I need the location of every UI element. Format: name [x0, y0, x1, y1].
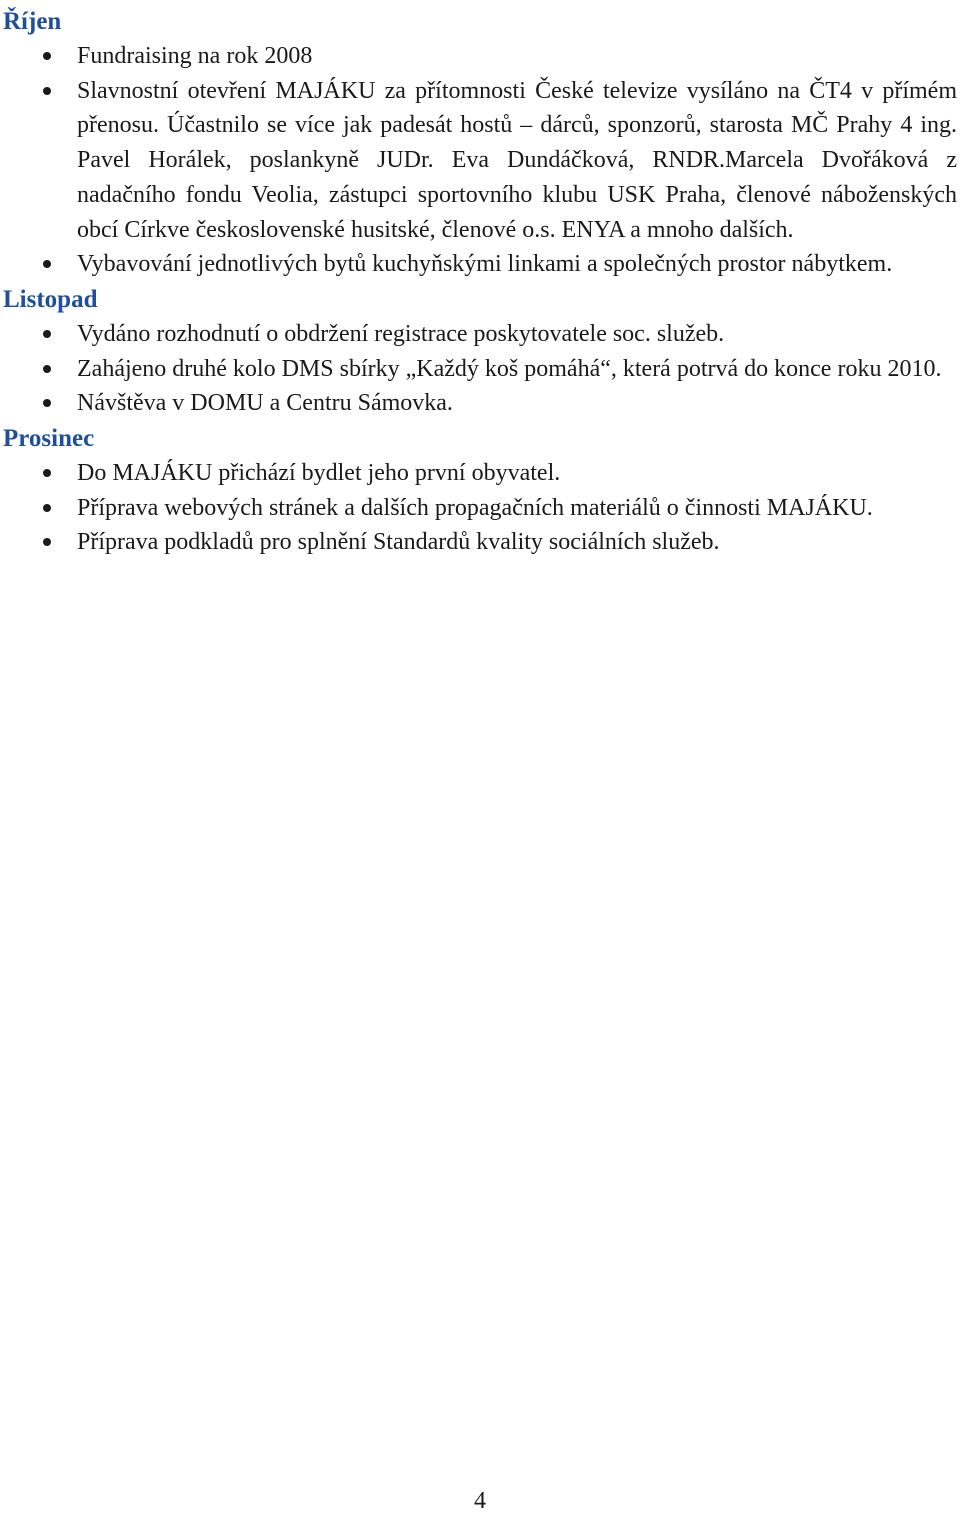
- list-item-text: Fundraising na rok 2008: [77, 43, 313, 69]
- section-heading: Říjen: [3, 8, 62, 35]
- section-list: [3, 39, 957, 282]
- page-number: 4: [474, 1488, 486, 1514]
- list-item-text: Příprava podkladů pro splnění Standardů kvality sociálních služeb.: [77, 529, 720, 556]
- section-list: [3, 456, 957, 560]
- list-item: [3, 456, 957, 491]
- list-item-text: Zahájeno druhé kolo DMS sbírky „Každý koš pomáhá“, která potrvá do konce roku 2010.: [77, 355, 942, 382]
- section-heading: Listopad: [3, 285, 98, 313]
- list-item: [3, 74, 957, 248]
- bullet-icon: [43, 399, 51, 407]
- section-list: [3, 317, 957, 421]
- list-item-text: Vydáno rozhodnutí o obdržení registrace poskytovatele soc. služeb.: [77, 320, 725, 347]
- list-item: [3, 525, 957, 560]
- bullet-icon: [43, 260, 51, 268]
- list-item-text: Návštěva v DOMU a Centru Sámovka.: [77, 390, 453, 417]
- bullet-icon: [43, 330, 51, 338]
- section-rijen: [3, 4, 957, 282]
- bullet-icon: [43, 87, 51, 95]
- list-item: [3, 352, 957, 387]
- list-item: [3, 317, 957, 352]
- section-listopad: [3, 282, 957, 421]
- section-heading: Prosinec: [3, 425, 95, 453]
- bullet-icon: [43, 52, 51, 60]
- list-item: [3, 39, 957, 74]
- bullet-icon: [43, 365, 51, 373]
- section-prosinec: [3, 421, 957, 560]
- bullet-icon: [43, 469, 51, 477]
- list-item: [3, 491, 957, 526]
- bullet-icon: [43, 538, 51, 546]
- document-content: [3, 4, 957, 560]
- list-item-text: Příprava webových stránek a dalších propagačních materiálů o činnosti MAJÁKU.: [77, 494, 873, 521]
- bullet-icon: [43, 504, 51, 512]
- list-item: [3, 386, 957, 421]
- list-item: [3, 247, 957, 282]
- list-item-text: Do MAJÁKU přichází bydlet jeho první obyvatel.: [77, 460, 561, 487]
- list-item-text: Slavnostní otevření MAJÁKU za přítomnosti České televize vysíláno na ČT4 v přímém přenosu. Účastnilo se více jak padesát hostů – dárců, sponzorů, starosta MČ Prahy 4 ing. Pavel Horálek, poslankyně JUDr. Eva Dundáčková, RNDR.Marcela Dvořáková z nadačního fondu Veolia, zástupci sportovního klubu USK Praha, členové náboženských obcí Církve československé husitské, členové o.s. ENYA a mnoho dalších.: [77, 77, 957, 243]
- list-item-text: Vybavování jednotlivých bytů kuchyňskými linkami a společných prostor nábytkem.: [77, 251, 893, 278]
